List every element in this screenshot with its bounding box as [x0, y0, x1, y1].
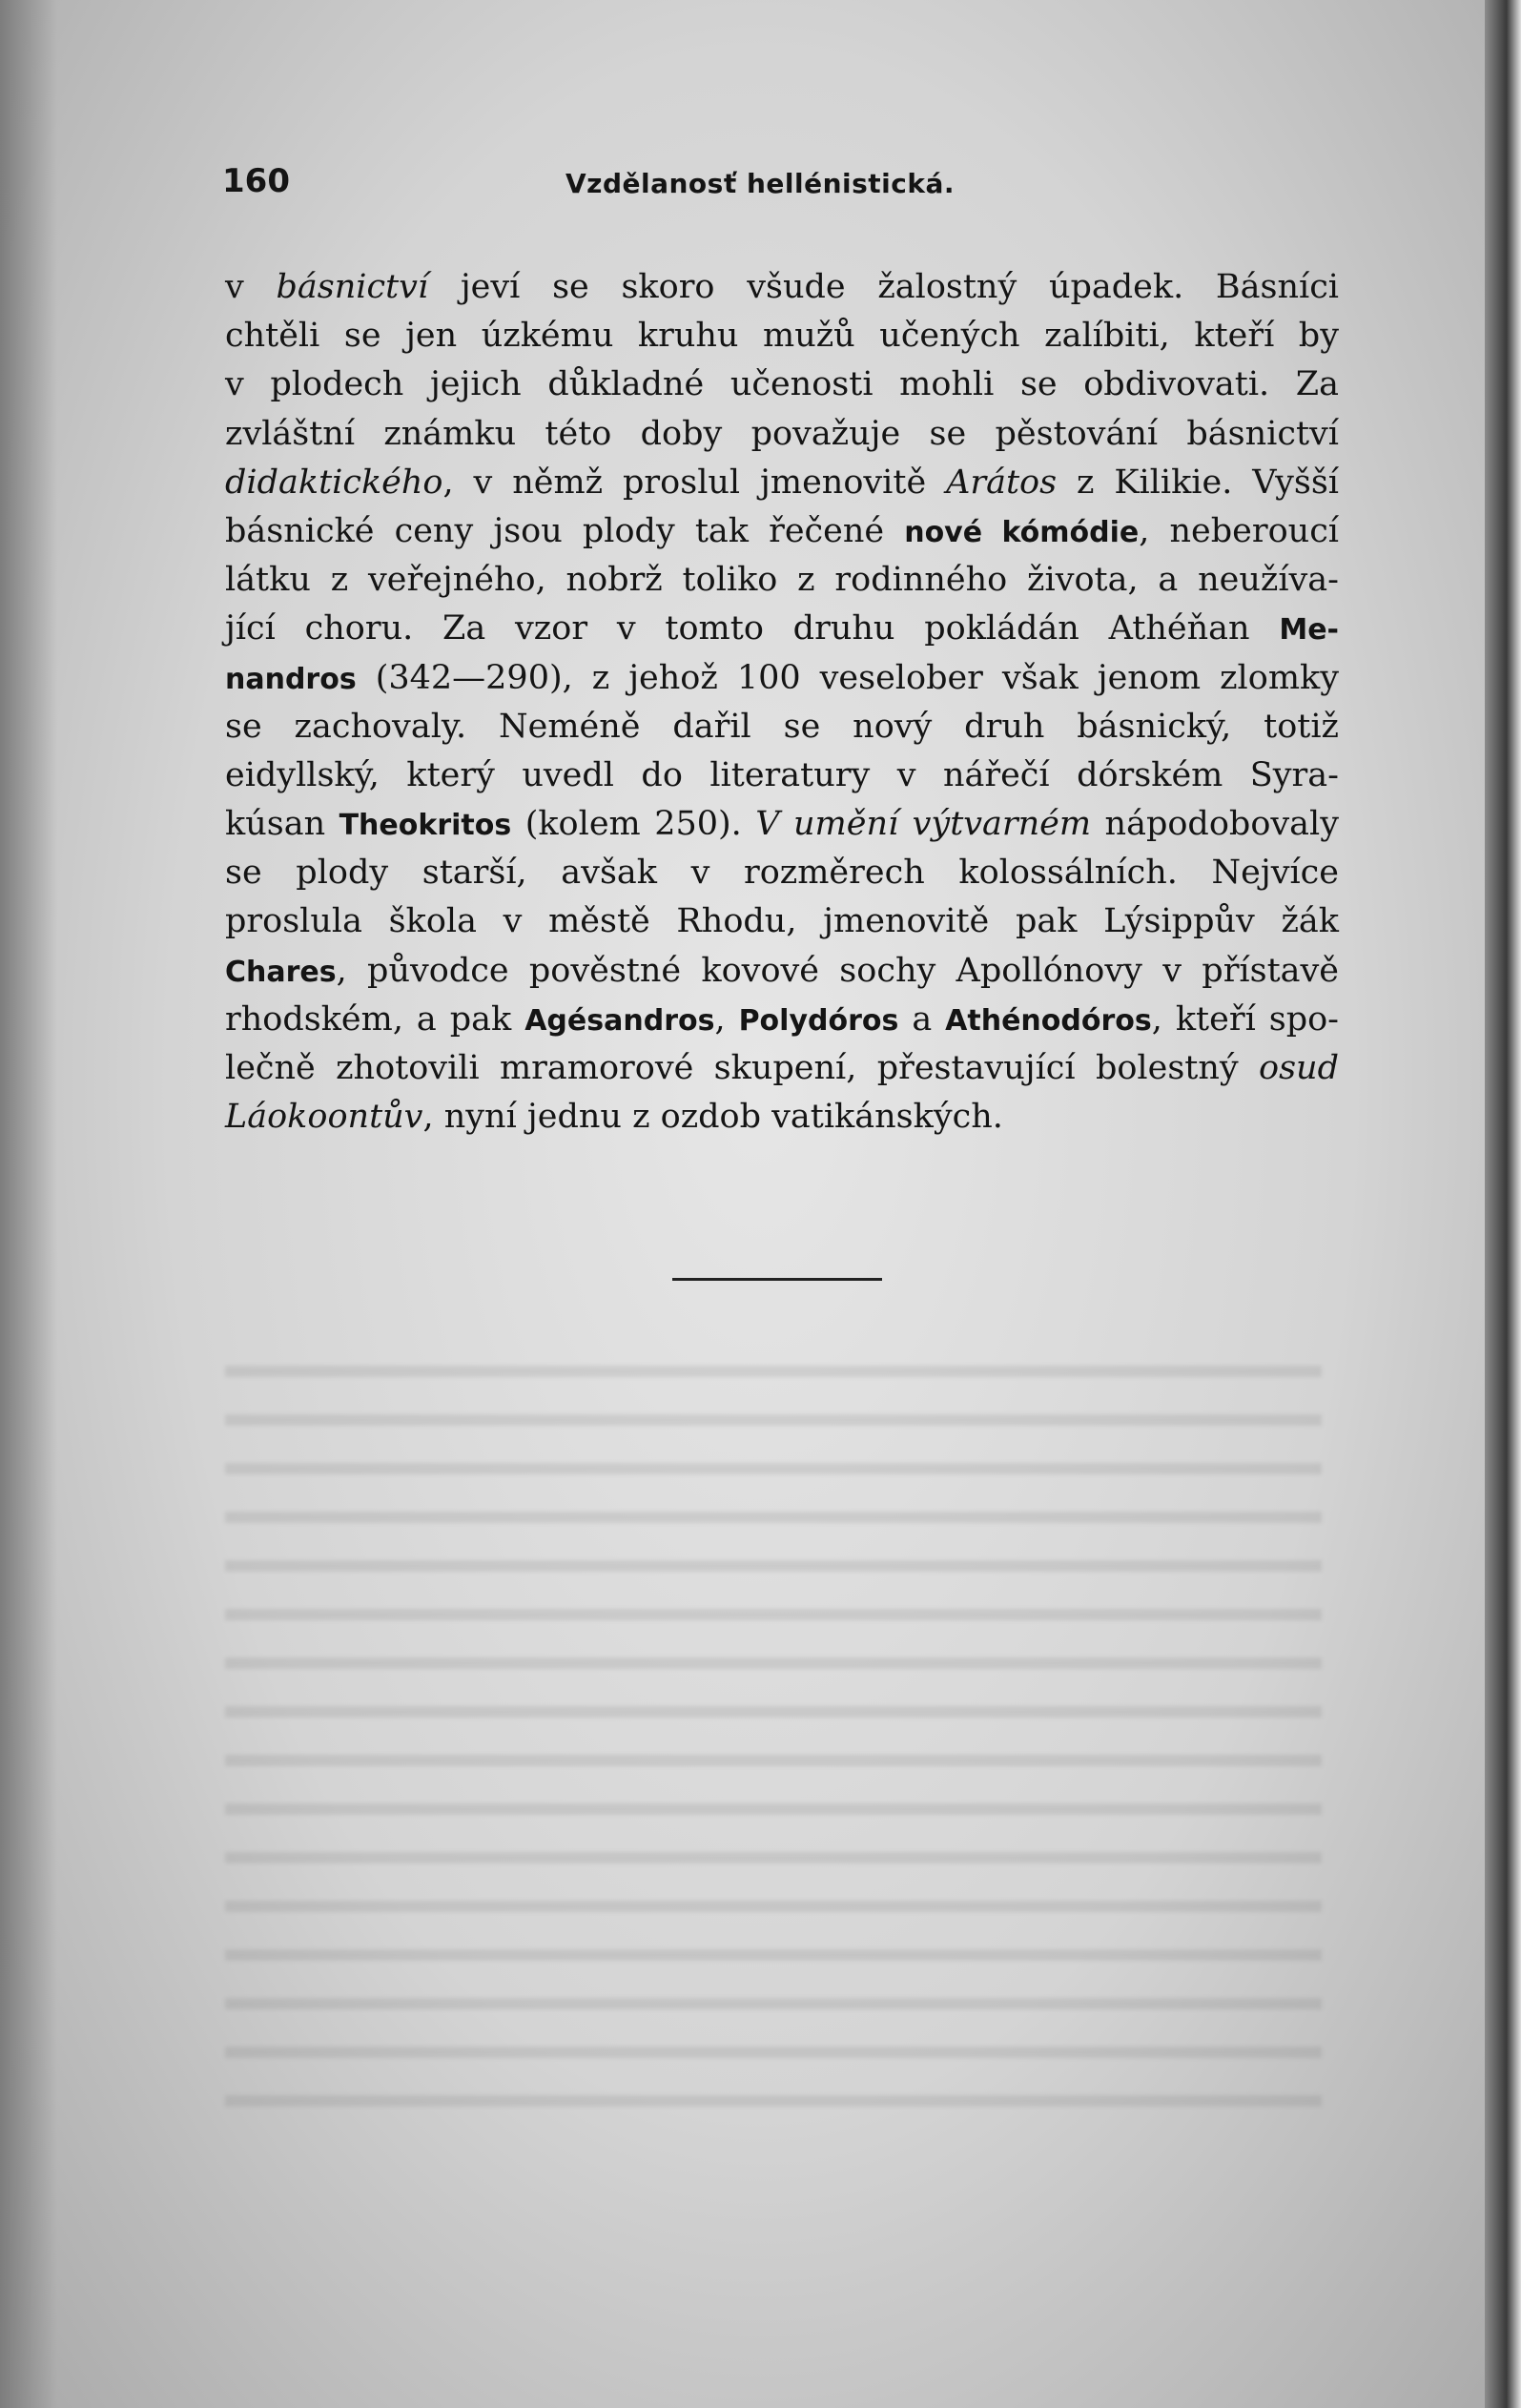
text-run: v: [225, 268, 277, 306]
italic-term: Láokoontův: [225, 1098, 423, 1137]
text-line: [225, 1093, 1339, 1142]
bold-name: Athénodóros: [945, 1003, 1152, 1038]
text-run: kúsan: [225, 805, 339, 844]
text-run: (342—290), z jehož 100 veselober však jenom zlomky: [356, 658, 1339, 697]
text-line: [225, 556, 1339, 605]
text-run: lečně zhotovili mramorové skupení, přestavující bolestný: [225, 1049, 1260, 1087]
bold-name: Agésandros: [524, 1003, 715, 1038]
body-paragraph: [225, 263, 1339, 1142]
text-line: [225, 1044, 1339, 1093]
text-line: [225, 947, 1339, 996]
text-run: , nyní jednu z ozdob vatikánských.: [422, 1098, 1003, 1137]
text-run: chtěli se jen úzkému kruhu mužů učených zalíbiti, kteří by: [225, 317, 1339, 356]
text-run: eidyllský, který uvedl do literatury v nářečí dórském Syra-: [225, 755, 1339, 794]
text-line: [225, 263, 1339, 312]
text-run: , kteří spo-: [1151, 999, 1339, 1039]
text-line: [225, 605, 1339, 653]
text-run: , neberoucí: [1139, 511, 1339, 550]
text-line: [225, 459, 1339, 507]
bold-name: Me-: [1279, 613, 1339, 648]
text-run: zvláštní známku této doby považuje se pěstování básnictví: [225, 414, 1339, 453]
bold-name: Polydóros: [738, 1003, 899, 1038]
italic-term: básnictví: [276, 268, 429, 306]
text-run: jeví se skoro všude žalostný úpadek. Básníci: [428, 268, 1340, 306]
italic-term: didaktického: [225, 463, 443, 502]
text-run: ,: [714, 999, 739, 1039]
text-line: [225, 849, 1339, 897]
text-run: (kolem 250).: [511, 805, 756, 844]
running-head: Vzdělanosť hellénistická.: [565, 168, 955, 199]
page-number: 160: [222, 162, 290, 200]
italic-term: V umění výtvarném: [755, 805, 1092, 844]
page-header: [222, 162, 1338, 210]
page-right-edge: [1485, 0, 1521, 2408]
italic-term: Arátos: [946, 463, 1058, 502]
bold-name: nandros: [225, 662, 357, 696]
text-run: , v němž proslul jmenovitě: [442, 463, 947, 502]
text-run: jící choru. Za vzor v tomto druhu pokládán Athéňan: [225, 609, 1280, 648]
text-run: se zachovaly. Neméně dařil se nový druh básnický, totiž: [225, 707, 1339, 746]
text-run: rhodském, a pak: [225, 999, 525, 1039]
text-run: z Kilikie. Vyšší: [1057, 463, 1339, 502]
text-line: [225, 312, 1339, 360]
text-run: , původce pověstné kovové sochy Apollónovy v přístavě: [336, 951, 1339, 990]
text-line: [225, 654, 1339, 703]
bold-name: nové kómódie: [904, 515, 1140, 549]
text-line: [225, 897, 1339, 946]
text-run: nápodobovaly: [1091, 805, 1339, 844]
text-line: [225, 507, 1339, 556]
text-run: a: [898, 999, 946, 1039]
text-line: [225, 800, 1339, 849]
text-line: [225, 703, 1339, 751]
section-end-rule: [672, 1278, 882, 1281]
text-line: [225, 751, 1339, 800]
bold-name: Chares: [225, 955, 337, 989]
page-left-shadow: [0, 0, 57, 2408]
show-through-text: [225, 1345, 1322, 2108]
text-line: [225, 360, 1339, 409]
text-run: v plodech jejich důkladné učenosti mohli se obdivovati. Za: [225, 365, 1339, 404]
text-run: básnické ceny jsou plody tak řečené: [225, 511, 905, 550]
text-line: [225, 410, 1339, 459]
italic-term: osud: [1259, 1049, 1339, 1087]
bold-name: Theokritos: [339, 809, 512, 843]
text-run: látku z veřejného, nobrž toliko z rodinného života, a neužíva-: [225, 561, 1339, 600]
text-run: se plody starší, avšak v rozměrech kolossálních. Nejvíce: [225, 854, 1339, 893]
text-line: [225, 996, 1339, 1044]
text-run: proslula škola v městě Rhodu, jmenovitě pak Lýsippův žák: [225, 902, 1339, 941]
